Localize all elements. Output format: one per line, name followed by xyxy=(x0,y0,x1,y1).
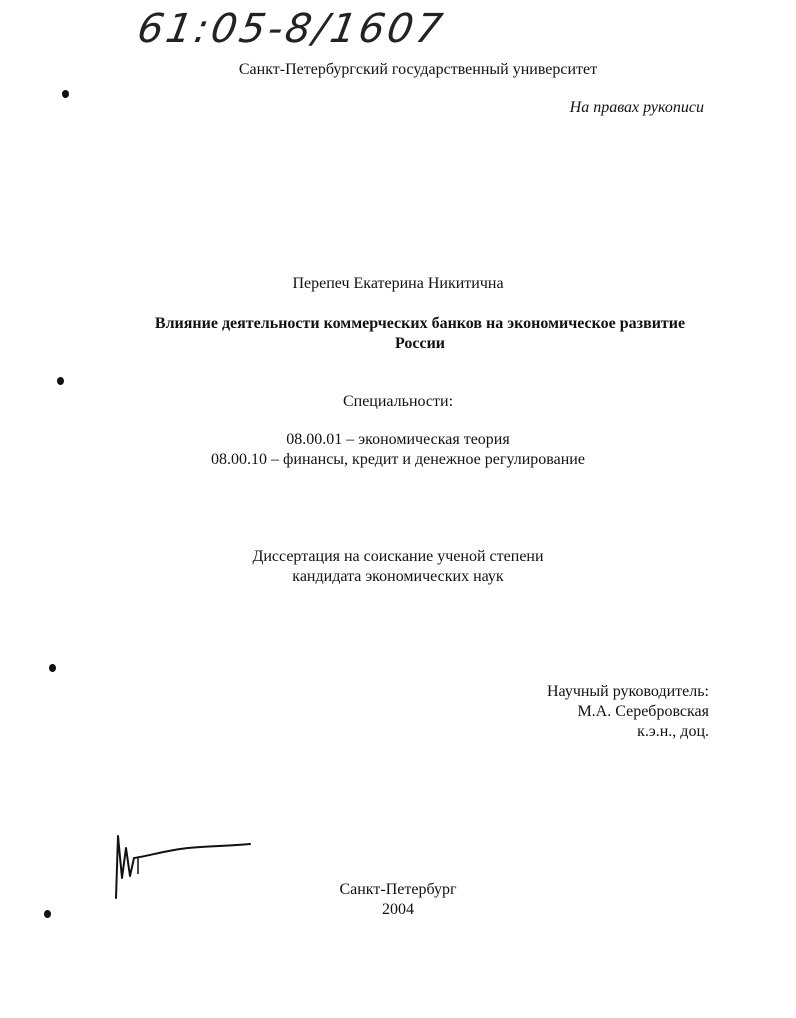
scan-dot xyxy=(49,664,56,672)
advisor-name: М.А. Серебровская xyxy=(577,703,709,720)
degree-line-1: Диссертация на соискание ученой степени xyxy=(252,548,544,565)
advisor-label: Научный руководитель: xyxy=(546,683,709,700)
thesis-title xyxy=(120,314,720,354)
author-name: Перепеч Екатерина Никитична xyxy=(292,275,504,292)
specialties-label: Специальности: xyxy=(342,393,454,410)
scan-dot xyxy=(62,90,69,98)
city: Санкт-Петербург xyxy=(339,881,457,898)
archive-stamp-text: 61:05-8/1607 xyxy=(133,6,449,52)
specialty-item: 08.00.10 – финансы, кредит и денежное регулирование xyxy=(211,451,585,468)
thesis-title-line-1: Влияние деятельности коммерческих банков на экономическое развитие xyxy=(154,315,686,332)
advisor-credentials: к.э.н., доц. xyxy=(637,723,709,740)
degree-line-2: кандидата экономических наук xyxy=(292,568,504,585)
thesis-title-line-2: России xyxy=(394,335,445,352)
advisor-block xyxy=(547,682,709,742)
scan-dot xyxy=(44,910,51,918)
scan-dot xyxy=(57,377,64,385)
manuscript-note: На правах рукописи xyxy=(569,99,704,116)
year: 2004 xyxy=(382,901,414,918)
specialty-item: 08.00.01 – экономическая теория xyxy=(286,431,510,448)
university-name: Санкт-Петербургский государственный университет xyxy=(238,61,598,78)
archive-stamp-handwriting xyxy=(134,6,449,52)
